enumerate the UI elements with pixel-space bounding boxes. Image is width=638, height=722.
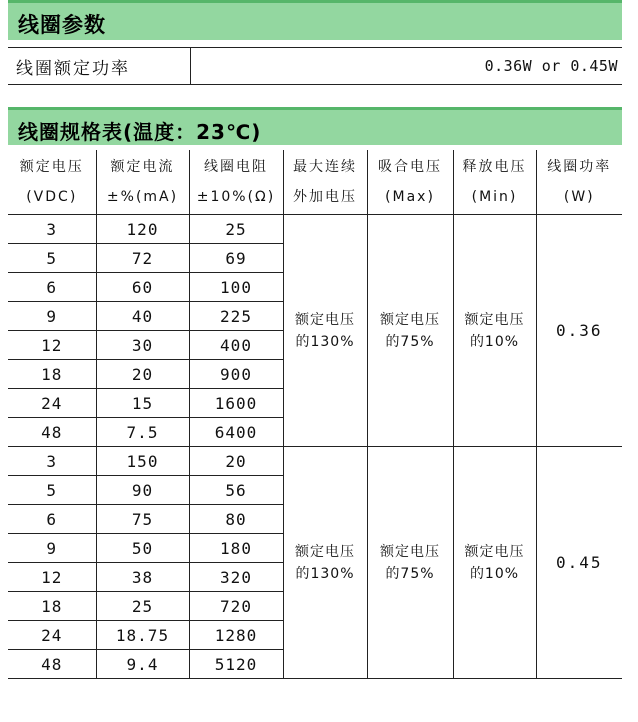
- coil-resistance-cell: 6400: [189, 418, 283, 447]
- header-max-voltage: 最大连续 外加电压: [283, 150, 367, 215]
- rated-voltage-cell: 6: [8, 505, 96, 534]
- max-voltage-cell: 额定电压 的130%: [283, 447, 367, 679]
- coil-parameters-table: [8, 47, 622, 85]
- rated-current-cell: 15: [96, 389, 189, 418]
- header-release-voltage: 释放电压 (Min): [453, 150, 536, 215]
- coil-power-cell: 0.45: [536, 447, 622, 679]
- coil-resistance-cell: 225: [189, 302, 283, 331]
- rated-current-cell: 90: [96, 476, 189, 505]
- coil-resistance-cell: 400: [189, 331, 283, 360]
- rated-power-value: 0.36W or 0.45W: [190, 48, 622, 85]
- table-row: [8, 215, 622, 244]
- rated-voltage-cell: 48: [8, 418, 96, 447]
- rated-voltage-cell: 18: [8, 592, 96, 621]
- header-pickup-voltage: 吸合电压 (Max): [367, 150, 453, 215]
- max-voltage-cell: 额定电压 的130%: [283, 215, 367, 447]
- coil-resistance-cell: 1600: [189, 389, 283, 418]
- coil-resistance-cell: 100: [189, 273, 283, 302]
- coil-resistance-cell: 900: [189, 360, 283, 389]
- header-row: [8, 150, 622, 215]
- pickup-voltage-cell: 额定电压 的75%: [367, 447, 453, 679]
- section-title: 线圈参数: [18, 13, 106, 37]
- rated-current-cell: 30: [96, 331, 189, 360]
- rated-voltage-cell: 5: [8, 244, 96, 273]
- header-coil-power: 线圈功率 (W): [536, 150, 622, 215]
- coil-resistance-cell: 20: [189, 447, 283, 476]
- rated-voltage-cell: 6: [8, 273, 96, 302]
- rated-voltage-cell: 9: [8, 534, 96, 563]
- header-coil-resistance: 线圈电阻 ±10%(Ω): [189, 150, 283, 215]
- rated-current-cell: 75: [96, 505, 189, 534]
- rated-current-cell: 25: [96, 592, 189, 621]
- rated-current-cell: 40: [96, 302, 189, 331]
- rated-current-cell: 60: [96, 273, 189, 302]
- coil-power-cell: 0.36: [536, 215, 622, 447]
- coil-resistance-cell: 69: [189, 244, 283, 273]
- coil-spec-header: [8, 107, 622, 145]
- pickup-voltage-cell: 额定电压 的75%: [367, 215, 453, 447]
- release-voltage-cell: 额定电压 的10%: [453, 447, 536, 679]
- rated-voltage-cell: 18: [8, 360, 96, 389]
- coil-parameters-header: [8, 0, 622, 40]
- section-title: 线圈规格表(温度：23℃): [18, 120, 262, 144]
- rated-current-cell: 72: [96, 244, 189, 273]
- rated-current-cell: 120: [96, 215, 189, 244]
- rated-current-cell: 18.75: [96, 621, 189, 650]
- header-rated-current: 额定电流 ±%(mA): [96, 150, 189, 215]
- rated-current-cell: 9.4: [96, 650, 189, 679]
- header-rated-voltage: 额定电压 (VDC): [8, 150, 96, 215]
- rated-voltage-cell: 24: [8, 389, 96, 418]
- coil-resistance-cell: 320: [189, 563, 283, 592]
- rated-power-label: 线圈额定功率: [8, 48, 190, 85]
- rated-voltage-cell: 5: [8, 476, 96, 505]
- rated-voltage-cell: 9: [8, 302, 96, 331]
- rated-current-cell: 50: [96, 534, 189, 563]
- release-voltage-cell: 额定电压 的10%: [453, 215, 536, 447]
- rated-voltage-cell: 3: [8, 447, 96, 476]
- rated-voltage-cell: 48: [8, 650, 96, 679]
- coil-resistance-cell: 1280: [189, 621, 283, 650]
- coil-resistance-cell: 56: [189, 476, 283, 505]
- table-row: [8, 48, 622, 85]
- rated-current-cell: 7.5: [96, 418, 189, 447]
- rated-current-cell: 38: [96, 563, 189, 592]
- rated-voltage-cell: 3: [8, 215, 96, 244]
- rated-current-cell: 150: [96, 447, 189, 476]
- rated-voltage-cell: 24: [8, 621, 96, 650]
- coil-resistance-cell: 720: [189, 592, 283, 621]
- rated-current-cell: 20: [96, 360, 189, 389]
- coil-resistance-cell: 80: [189, 505, 283, 534]
- rated-voltage-cell: 12: [8, 331, 96, 360]
- coil-resistance-cell: 180: [189, 534, 283, 563]
- table-row: [8, 447, 622, 476]
- rated-voltage-cell: 12: [8, 563, 96, 592]
- coil-resistance-cell: 5120: [189, 650, 283, 679]
- coil-resistance-cell: 25: [189, 215, 283, 244]
- coil-spec-table: [8, 150, 622, 679]
